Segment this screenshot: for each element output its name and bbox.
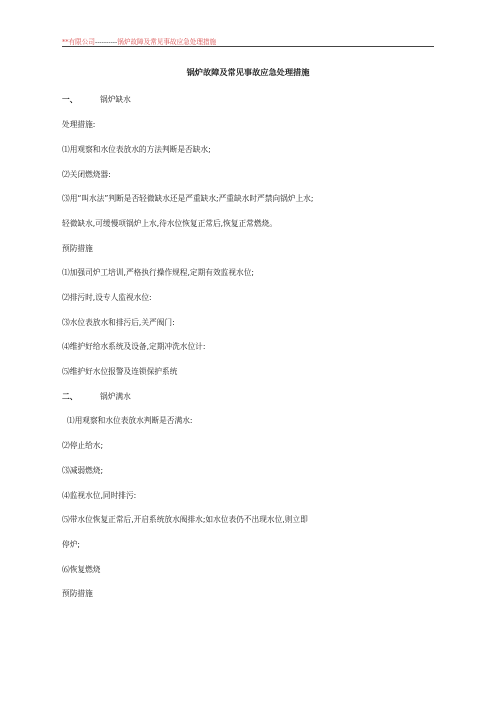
section-1-prevention-2: ⑵排污时,设专人监视水位: <box>62 293 152 302</box>
section-2-measure-5: ⑸带水位恢复正常后,开启系统放水阀排水;如水位表仍不出现水位,则立即 <box>62 515 308 524</box>
section-2-prevention-label: 预防措施 <box>62 589 93 598</box>
section-2-measure-4: ⑷监视水位,同时排污: <box>62 491 137 500</box>
section-2-measure-3: ⑶减弱燃烧; <box>62 466 104 475</box>
header-company: **有限公司 <box>62 38 95 46</box>
section-2-measure-2: ⑵停止给水; <box>62 441 104 450</box>
section-1-title: 锅炉缺水 <box>100 95 131 104</box>
document-title: 锅炉故障及常见事故应急处理措施 <box>186 67 310 77</box>
section-2-title: 锅炉满水 <box>100 392 131 401</box>
section-1-prevention-4: ⑷维护好给水系统及设备,定期冲洗水位计: <box>62 342 206 351</box>
section-1-measure-3-cont: 轻微缺水,可缓慢项锅炉上水,待水位恢复正常后,恢复正常燃烧。 <box>62 219 277 228</box>
section-1-prevention-label: 预防措施 <box>62 244 93 253</box>
section-2-measure-5-cont: 停炉; <box>62 540 80 549</box>
section-1-measure-2: ⑵关闭燃烧器: <box>62 170 111 179</box>
section-1-prevention-1: ⑴加强司炉工培训,严格执行操作规程,定期有效监视水位; <box>62 268 254 277</box>
section-1-prevention-5: ⑸维护好水位报警及连锁保护系统 <box>62 367 178 376</box>
section-2-number: 二、 <box>62 392 78 401</box>
section-2-measure-1: ⑴用观察和水位表放水判断是否满水: <box>62 416 193 425</box>
section-1-prevention-3: ⑶水位表放水和排污后,关严阀门: <box>62 318 175 327</box>
section-1-number: 一、 <box>62 95 78 104</box>
section-1-measure-3: ⑶用“叫水法”判断是否轻微缺水还是严重缺水;严重缺水时严禁向锅炉上水; <box>62 194 314 203</box>
section-1-measure-1: ⑴用观察和水位表放水的方法判断是否缺水; <box>62 145 211 154</box>
section-1-measures-label: 处理措施: <box>62 120 96 129</box>
header-rule <box>62 46 434 47</box>
header-separator: ---------- <box>94 38 118 46</box>
section-2-measure-6: ⑹恢复燃烧 <box>62 565 101 574</box>
header-title: 锅炉故障及常见事故应急处理措施 <box>117 38 217 46</box>
